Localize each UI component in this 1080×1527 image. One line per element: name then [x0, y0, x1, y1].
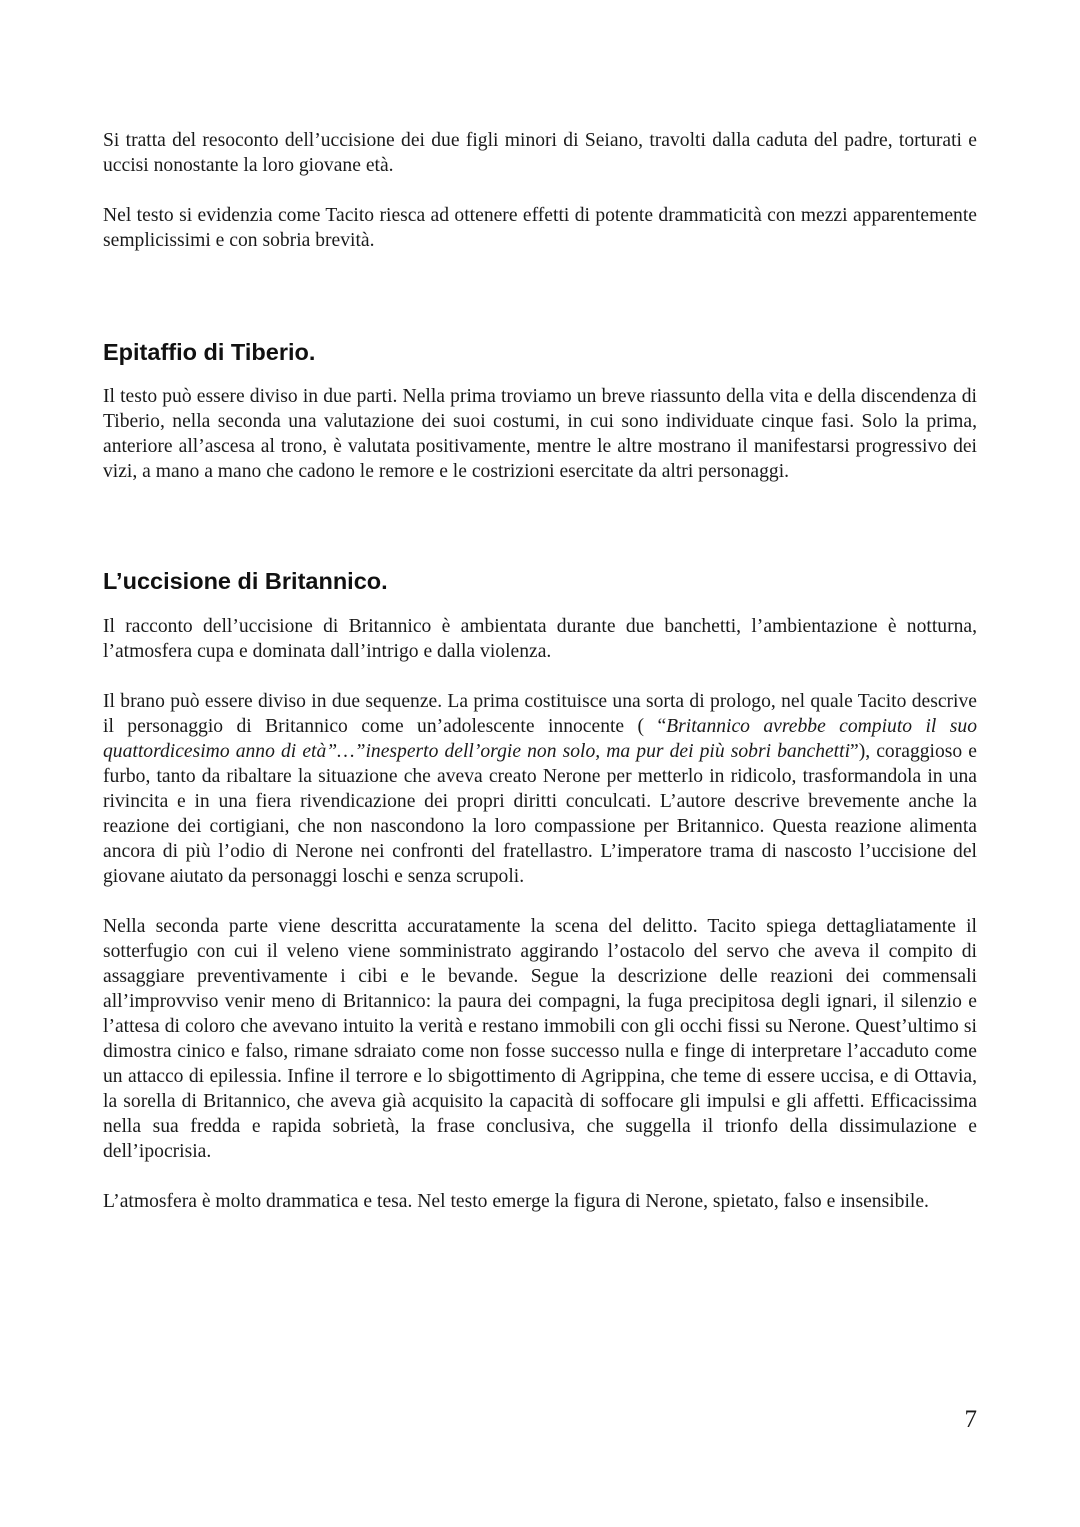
- intro-paragraph-2: Nel testo si evidenzia come Tacito riesca ad ottenere effetti di potente drammaticità con mezzi apparentemente semplicissimi e con sobria brevità.: [103, 205, 977, 251]
- intro-paragraph-1: Si tratta del resoconto dell’uccisione dei due figli minori di Seiano, travolti dalla caduta del padre, torturati e uccisi nonostante la loro giovane età.: [103, 130, 977, 176]
- britannico-paragraph-2-start: Il brano può essere diviso in due sequenze. La prima costituisce una sorta di prologo, nel quale Tacito descrive il personaggio di Britannico come un’adolescente innocente ( “: [103, 691, 977, 737]
- epitaffio-paragraph: Il testo può essere diviso in due parti. Nella prima troviamo un breve riassunto della vita e della discendenza di Tiberio, nella seconda una valutazione dei suoi costumi, in cui sono individuate cinque fasi. Solo la prima, anteriore all’ascesa al trono, è valutata positivamente, mentre le altre mostrano il manifestarsi progressivo dei vizi, a mano a mano che cadono le remore e le costrizioni esercitate da altri personaggi.: [103, 386, 977, 482]
- britannico-paragraph-1: Il racconto dell’uccisione di Britannico è ambientata durante due banchetti, l’ambientazione è notturna, l’atmosfera cupa e dominata dall’intrigo e dalla violenza.: [103, 616, 977, 662]
- document-page: [103, 128, 977, 1214]
- britannico-paragraph-2-end: ”), coraggioso e furbo, tanto da ribaltare la situazione che aveva creato Nerone per metterlo in ridicolo, trasformandola in una rivincita e in una fiera rivendicazione dei propri diritti conculcati. L’autore descrive brevemente anche la reazione dei cortigiani, che non nascondono la loro compassione per Britannico. Questa reazione alimenta ancora di più l’odio di Nerone nei confronti del fratellastro. L’imperatore trama di nascosto l’uccisione del giovane aiutato da personaggi loschi e senza scrupoli.: [103, 741, 977, 887]
- britannico-quote: Britannico avrebbe compiuto il suo quattordicesimo anno di età”…”inesperto dell’orgie non solo, ma pur dei più sobri banchetti: [103, 716, 978, 762]
- britannico-paragraph-2: [103, 689, 977, 889]
- heading-britannico: L’uccisione di Britannico.: [103, 568, 388, 594]
- heading-epitaffio: Epitaffio di Tiberio.: [103, 339, 316, 365]
- page-number: 7: [964, 1406, 977, 1433]
- britannico-paragraph-4: L’atmosfera è molto drammatica e tesa. Nel testo emerge la figura di Nerone, spietato, falso e insensibile.: [103, 1191, 929, 1212]
- britannico-paragraph-3: Nella seconda parte viene descritta accuratamente la scena del delitto. Tacito spiega dettagliatamente il sotterfugio con cui il veleno viene somministrato aggirando l’ostacolo del servo che aveva il compito di assaggiare preventivamente i cibi e le bevande. Segue la descrizione delle reazioni dei commensali all’improvviso venir meno di Britannico: la paura dei compagni, la fuga precipitosa degli ignari, il silenzio e l’attesa di coloro che avevano intuito la verità e restano immobili con gli occhi fissi su Nerone. Quest’ultimo si dimostra cinico e falso, rimane sdraiato come non fosse successo nulla e finge di interpretare l’accaduto come un attacco di epilessia. Infine il terrore e lo sbigottimento di Agrippina, che teme di essere uccisa, e di Ottavia, la sorella di Britannico, che aveva già acquisito la capacità di soffocare gli impulsi e gli affetti. Efficacissima nella sua fredda e rapida sobrietà, la frase conclusiva, che suggella il trionfo della dissimulazione e dell’ipocrisia.: [103, 916, 977, 1162]
